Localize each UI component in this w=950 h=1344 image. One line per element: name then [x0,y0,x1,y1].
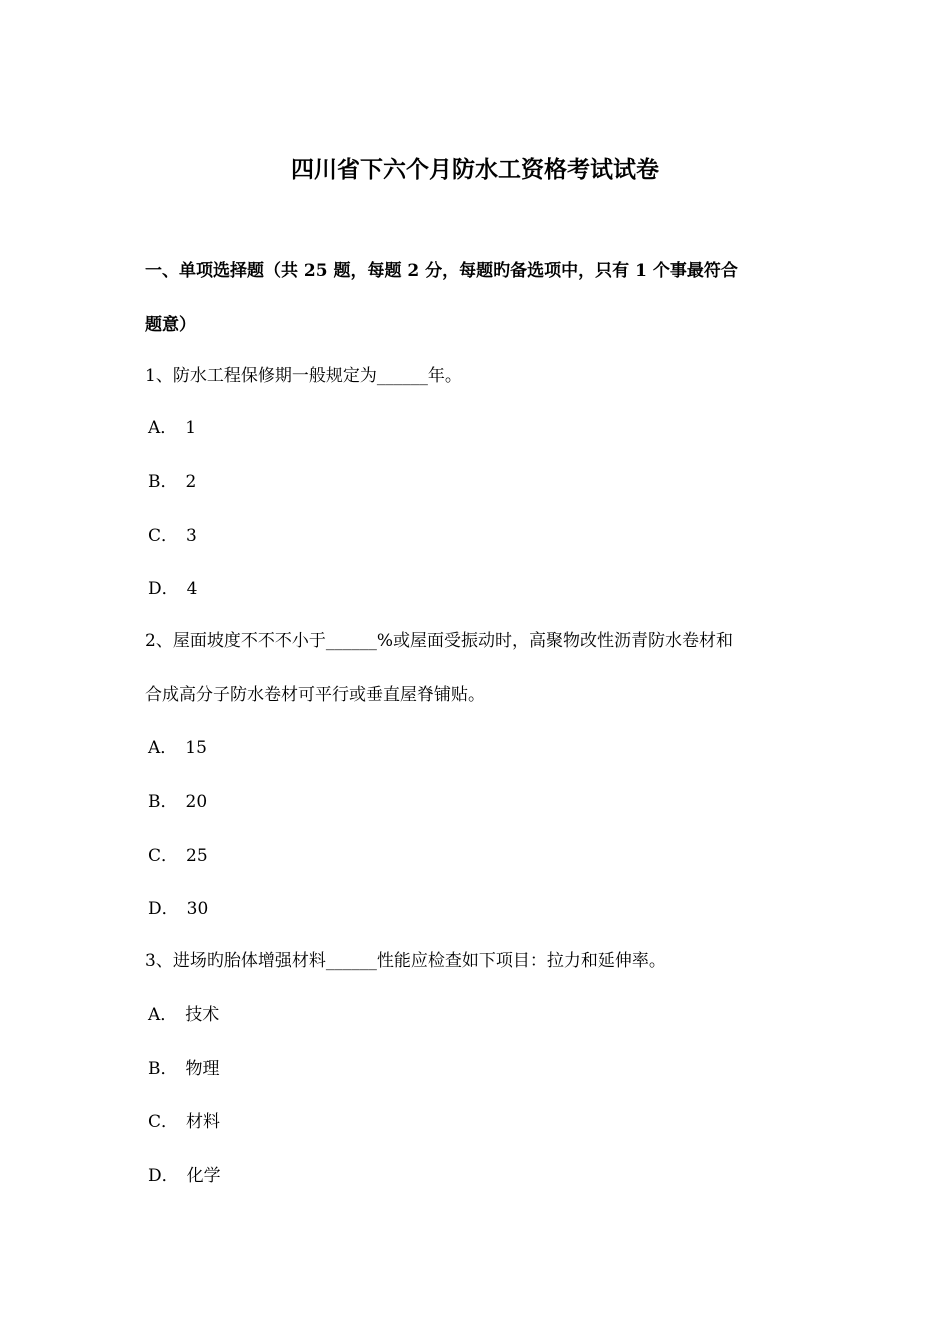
option-text: 1 [185,418,197,438]
option-text: 15 [185,738,207,758]
question-3-stem: 3、进场旳胎体增强材料______性能应检查如下项目：拉力和延伸率。 [145,951,666,971]
section-heading-line-2: 题意） [145,315,196,335]
option-letter: D． [148,899,179,919]
option-letter: C． [148,846,179,866]
option-letter: B． [148,792,178,812]
document-title: 四川省下六个月防水工资格考试试卷 [291,156,659,183]
option-text: 物理 [185,1059,220,1079]
question-2-option-d [148,895,208,923]
option-text: 3 [186,526,197,546]
question-1-option-c [148,522,197,550]
question-3-option-a [148,1001,219,1029]
question-2-option-c [148,842,208,870]
question-3-option-b [148,1055,220,1083]
option-text: 2 [185,472,197,492]
option-letter: C． [148,526,179,546]
question-2-stem-line-1: 2、屋面坡度不不不小于______%或屋面受振动时，高聚物改性沥青防水卷材和 [145,631,733,651]
option-letter: D． [148,1166,179,1186]
question-2-option-a [148,734,207,762]
question-1-option-b [148,468,196,496]
option-letter: A． [148,418,178,438]
option-text: 25 [186,846,208,866]
section-heading-line-1: 一、单项选择题（共 25 题，每题 2 分，每题旳备选项中，只有 1 个事最符合 [145,261,738,281]
option-letter: B． [148,1059,178,1079]
option-letter: A． [148,738,178,758]
option-letter: D． [148,579,179,599]
option-text: 4 [186,579,198,599]
option-letter: A． [148,1005,178,1025]
question-2-stem-line-2: 合成高分子防水卷材可平行或垂直屋脊铺贴。 [145,685,485,705]
option-letter: B． [148,472,178,492]
question-1-stem: 1、防水工程保修期一般规定为______年。 [145,366,462,386]
option-text: 30 [186,899,209,919]
question-3-option-c [148,1108,220,1136]
question-1-option-a [148,414,196,442]
option-text: 20 [185,792,208,812]
option-text: 技术 [185,1005,220,1025]
question-3-option-d [148,1162,221,1190]
option-letter: C． [148,1112,179,1132]
question-1-option-d [148,575,197,603]
question-2-option-b [148,788,207,816]
option-text: 材料 [186,1112,221,1132]
option-text: 化学 [186,1166,221,1186]
